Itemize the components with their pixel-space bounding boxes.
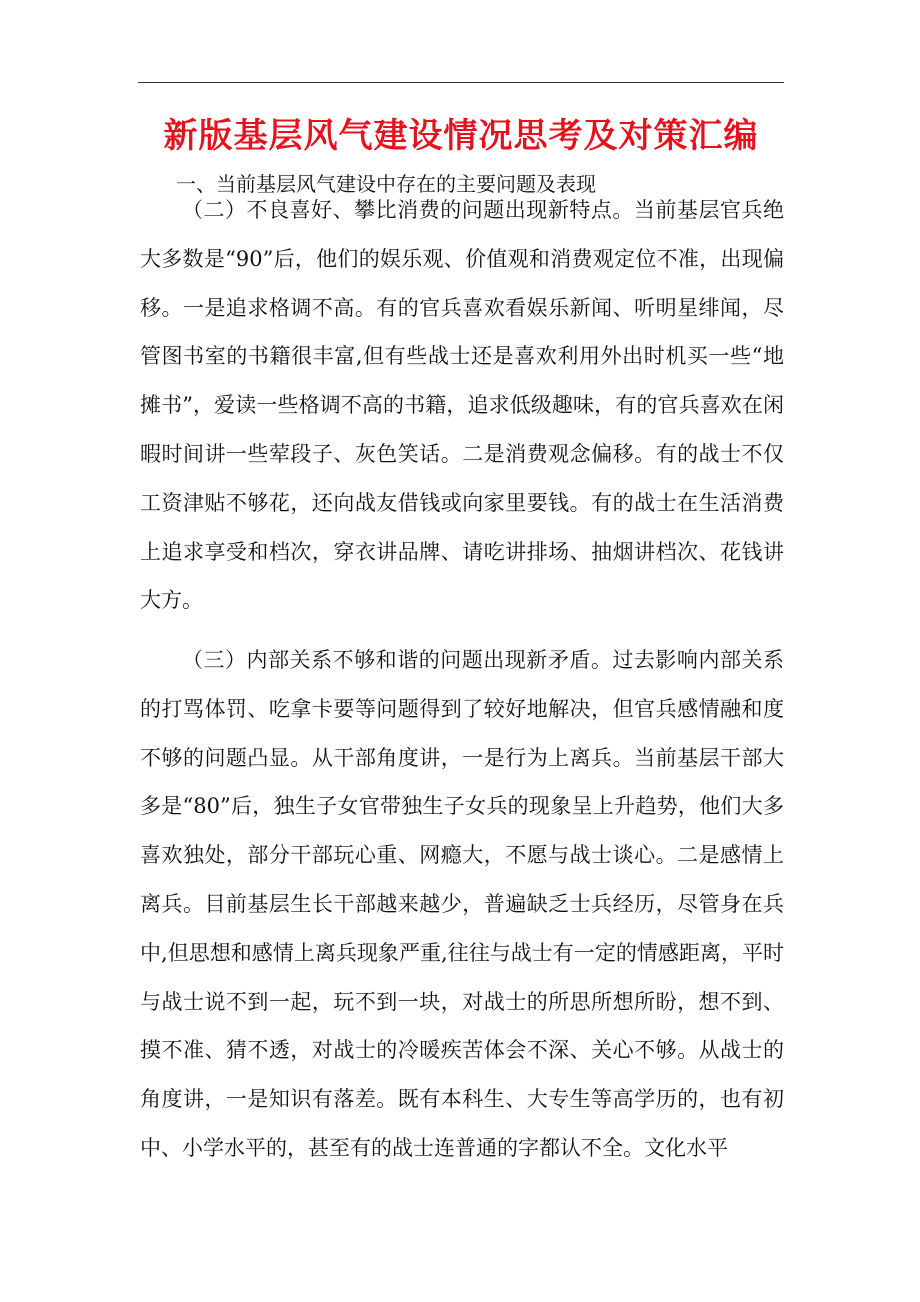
document-title: 新版基层风气建设情况思考及对策汇编	[163, 116, 759, 156]
section-heading: 一、当前基层风气建设中存在的主要问题及表现	[176, 172, 596, 196]
paragraph-2: （二）不良喜好、攀比消费的问题出现新特点。当前基层官兵绝大多数是“90”后，他们的娱乐观、价值观和消费观定位不准，出现偏移。一是追求格调不高。有的官兵喜欢看娱乐新闻、听明星绯闻，尽管图书室的书籍很丰富,但有些战士还是喜欢利用外出时机买一些“地摊书”，爱读一些格调不高的书籍，追求低级趣味，有的官兵喜欢在闲暇时间讲一些荤段子、灰色笑话。二是消费观念偏移。有的战士不仅工资津贴不够花，还向战友借钱或向家里要钱。有的战士在生活消费上追求享受和档次，穿衣讲品牌、请吃讲排场、抽烟讲档次、花钱讲大方。	[140, 198, 784, 613]
paragraph-3: （三）内部关系不够和谐的问题出现新矛盾。过去影响内部关系的打骂体罚、吃拿卡要等问题得到了较好地解决，但官兵感情融和度不够的问题凸显。从干部角度讲，一是行为上离兵。当前基层干部大多是“80”后，独生子女官带独生子女兵的现象呈上升趋势，他们大多喜欢独处，部分干部玩心重、网瘾大，不愿与战士谈心。二是感情上离兵。目前基层生长干部越来越少，普遍缺乏士兵经历，尽管身在兵中,但思想和感情上离兵现象严重,往往与战士有一定的情感距离，平时与战士说不到一起，玩不到一块，对战士的所思所想所盼，想不到、摸不准、猜不透，对战士的冷暖疾苦体会不深、关心不够。从战士的角度讲，一是知识有落差。既有本科生、大专生等高学历的，也有初中、小学水平的，甚至有的战士连普通的字都认不全。文化水平	[140, 648, 784, 1160]
header-rule	[138, 82, 784, 83]
